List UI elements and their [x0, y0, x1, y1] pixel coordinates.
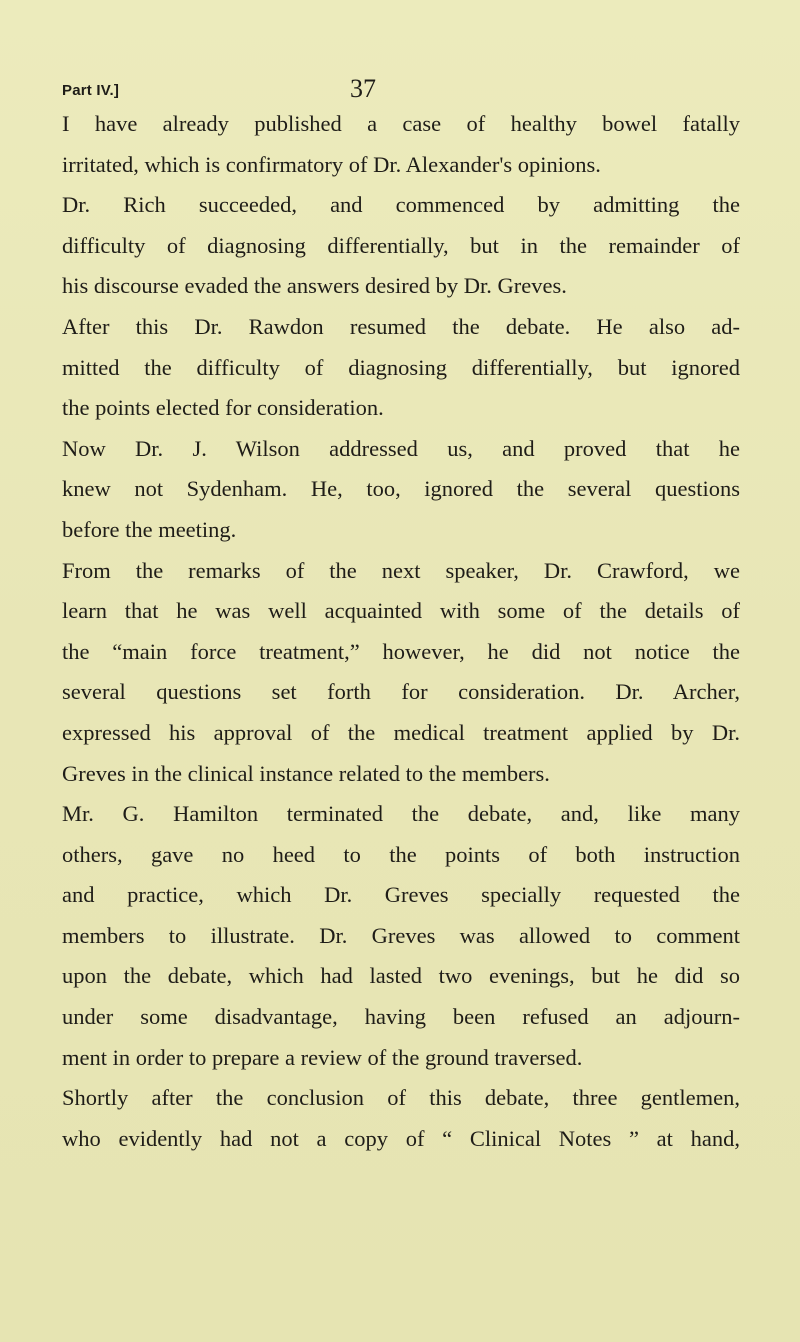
paragraph-4: [62, 429, 740, 551]
paragraph-3: [62, 307, 740, 429]
paragraph-5: [62, 551, 740, 795]
text-line: and practice, which Dr. Greves specially requested the: [62, 882, 740, 908]
text-line: Mr. G. Hamilton terminated the debate, and, like many: [62, 801, 740, 827]
text-line: several questions set forth for consideration. Dr. Archer,: [62, 679, 740, 705]
text-line: mitted the difficulty of diagnosing differentially, but ignored: [62, 354, 740, 380]
paragraph-7: [62, 1078, 740, 1159]
text-line: his discourse evaded the answers desired by Dr. Greves.: [62, 273, 567, 299]
text-line: expressed his approval of the medical treatment applied by Dr.: [62, 719, 740, 745]
paragraph-6: [62, 794, 740, 1078]
text-line: From the remarks of the next speaker, Dr. Crawford, we: [62, 557, 740, 583]
text-line: before the meeting.: [62, 516, 237, 542]
text-line: others, gave no heed to the points of both instruction: [62, 841, 740, 867]
text-line: Shortly after the conclusion of this debate, three gentlemen,: [62, 1085, 740, 1111]
text-line: the “main force treatment,” however, he did not notice the: [62, 638, 740, 664]
text-line: ment in order to prepare a review of the ground traversed.: [62, 1044, 583, 1070]
text-line: Dr. Rich succeeded, and commenced by admitting the: [62, 192, 740, 218]
paragraph-1: [62, 104, 740, 185]
text-line: Greves in the clinical instance related to the members.: [62, 760, 550, 786]
text-line: I have already published a case of healthy bowel fatally: [62, 111, 740, 136]
page-number: 37: [350, 74, 376, 103]
text-line: difficulty of diagnosing differentially, but in the remainder of: [62, 232, 740, 258]
text-line: learn that he was well acquainted with some of the details of: [62, 598, 740, 624]
text-line: irritated, which is confirmatory of Dr. Alexander's opinions.: [62, 151, 601, 177]
text-line: knew not Sydenham. He, too, ignored the several questions: [62, 476, 740, 502]
text-line: members to illustrate. Dr. Greves was allowed to comment: [62, 922, 740, 948]
text-line: After this Dr. Rawdon resumed the debate. He also ad-: [62, 313, 740, 339]
body-text: [62, 104, 740, 1159]
text-line: Now Dr. J. Wilson addressed us, and proved that he: [62, 435, 740, 461]
paragraph-2: [62, 185, 740, 307]
text-line: upon the debate, which had lasted two evenings, but he did so: [62, 963, 740, 989]
text-line: under some disadvantage, having been refused an adjourn-: [62, 1004, 740, 1030]
text-line: who evidently had not a copy of “ Clinical Notes ” at hand,: [62, 1125, 740, 1151]
running-head: Part IV.]: [62, 82, 120, 99]
text-line: the points elected for consideration.: [62, 395, 384, 421]
